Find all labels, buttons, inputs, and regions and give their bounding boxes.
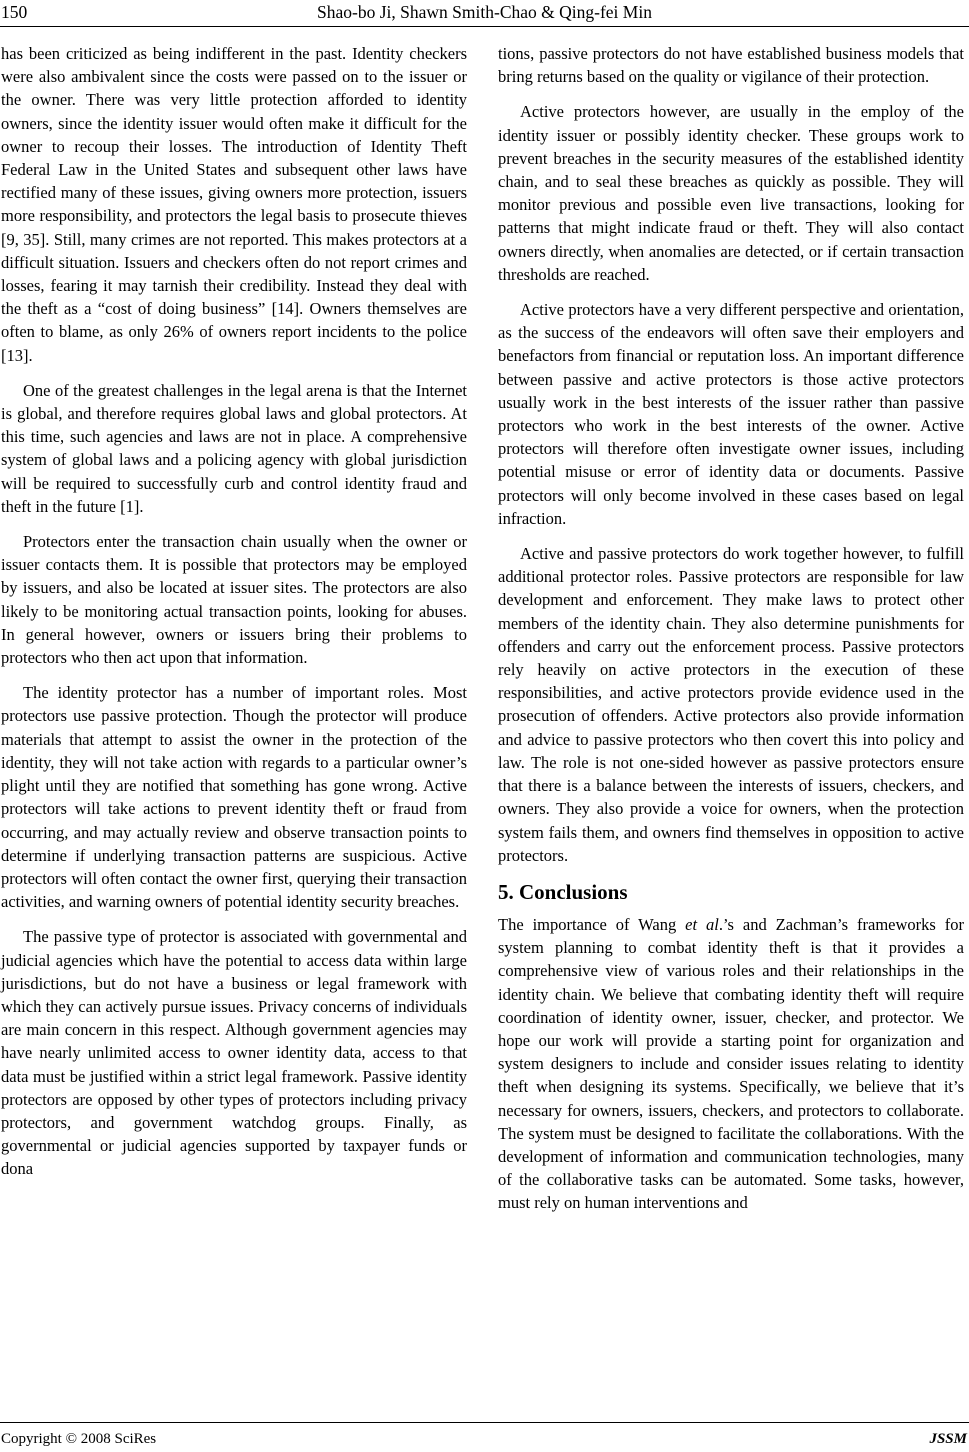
footer-rule: [0, 1422, 969, 1423]
paragraph: The passive type of protector is associated with governmental and judicial agencies which have the potential to access data within large jurisdictions, but do not have a business or legal framework with which they can actively pursue issues. Privacy concerns of individuals are main concern in this respect. Although government agencies may have nearly unlimited access to owner identity data, access to that data must be justified within a strict legal framework. Passive identity protectors are opposed by other types of protectors including privacy protectors, and government watchdog groups. Finally, as governmental or judicial agencies supported by taxpayer funds or dona: [1, 927, 467, 1179]
paragraph: Active protectors have a very different perspective and orientation, as the success of the endeavors will often save their employers and benefactors from financial or reputation loss. An important difference between passive and active protectors is those active protectors usually work in the best interests of the issuer rather than passive protectors who work in the best interests of the owner. Active protectors will therefore often investigate owner issues, including potential misuse or error of identity data or documents. Passive protectors will only become involved in these cases based on legal infraction.: [498, 300, 964, 528]
et-al-italic: et al: [685, 914, 719, 934]
left-column: [1, 42, 467, 1181]
page-number: 150: [1, 2, 28, 22]
journal-name: JSSM: [929, 1431, 967, 1447]
conclusion-text-start: The importance of Wang: [498, 914, 686, 934]
paragraph: Protectors enter the transaction chain usually when the owner or issuer contacts them. It is possible that protectors may be employed by issuers, and also be located at issuer sites. The protectors are also likely to be monitoring actual transaction points, looking for abuses. In general however, owners or issuers bring their problems to protectors who then act upon that information.: [1, 532, 467, 668]
page-header: [0, 0, 969, 26]
paragraph: One of the greatest challenges in the legal arena is that the Internet is global, and therefore requires global laws and global protectors. At this time, such agencies and laws are not in place. A comprehensive system of global laws and a policing agency with global jurisdiction will be required to successfully curb and control identity fraud and theft in the future [1].: [1, 380, 467, 516]
paragraph: has been criticized as being indifferent in the past. Identity checkers were also ambivalent since the costs were passed on to the issuer or the owner. There was very little protection afforded to identity owners, since the identity issuer would often make it difficult for the owner to recoup their losses. The introduction of Identity Theft Federal Law in the United States and subsequent other laws have rectified many of these issues, giving owners more protection, issuers more responsibility, and protectors the legal basis to prosecute thieves [9, 35]. Still, many crimes are not reported. This makes protectors at a difficult situation. Issuers and checkers often do not report crimes and losses, fearing it may tarnish their credibility. Instead they deal with the theft as a “cost of doing business” [14]. Owners themselves are often to blame, as only 26% of owners report incidents to the police [13].: [1, 44, 467, 365]
conclusion-paragraph: [498, 913, 964, 1215]
paragraph: Active and passive protectors do work together however, to fulfill additional protector roles. Passive protectors are responsible for law development and enforcement. They make laws to protect other members of the identity chain. They also determine punishments for offenders and carry out the enforcement process. Passive protectors rely heavily on active protectors in the execution of these responsibilities, and active protectors provide evidence used in the prosecution of offenders. Active protectors also provide information and advice to passive protectors who then covert this into policy and law. The role is not one-sided however as passive protectors ensure that there is a balance between the interests of issuers, checkers, and owners. They also provide a voice for owners, when the protection system fails them, and owners find themselves in opposition to active protectors.: [498, 544, 964, 865]
right-column: [498, 42, 964, 1215]
paragraph: tions, passive protectors do not have established business models that bring returns based on the quality or vigilance of their protection.: [498, 44, 964, 87]
conclusion-text-rest: .’s and Zachman’s frameworks for system planning to combat identity theft is that it provides a comprehensive view of various roles and their relationships in the identity chain. We believe that combating identity theft will require coordination of identity owner, issuer, checker, and protector. We hope our work will provide a starting point for organization and system designers to include and consider issues relating to identity theft when designing its systems. Specifically, we believe that it’s necessary for owners, issuers, checkers, and protectors to collaborate. The system must be designed to facilitate the collaborations. With the development of information and communication technologies, many of the collaborative tasks can be automated. Some tasks, however, must rely on human interventions and: [498, 914, 964, 1213]
paragraph: Active protectors however, are usually in the employ of the identity issuer or possibly identity checker. These groups work to prevent breaches in the security measures of the established identity chain, and to seal these breaches as quickly as possible. They will monitor previous and possible even live transactions, looking for patterns that might indicate fraud or theft. They will also contact owners directly, when anomalies are detected, or if certain transaction thresholds are reached.: [498, 102, 964, 284]
copyright-notice: Copyright © 2008 SciRes: [1, 1431, 157, 1447]
section-heading: 5. Conclusions: [498, 879, 628, 904]
page-footer: [0, 1430, 969, 1450]
header-rule: [0, 26, 969, 27]
running-head-authors: Shao-bo Ji, Shawn Smith-Chao & Qing-fei Min: [317, 2, 652, 22]
paragraph: The identity protector has a number of important roles. Most protectors use passive protection. Though the protector will produce materials that attempt to assist the owner in the protection of the identity, they will not take action with regards to a particular owner’s plight until they are notified that something has gone wrong. Active protectors will take actions to prevent identity theft or fraud from occurring, and may actually review and observe transaction points to determine if underlying transaction patterns are suspicious. Active protectors will often contact the owner first, querying their transaction activities, and warning owners of potential identity security breaches.: [1, 683, 467, 912]
